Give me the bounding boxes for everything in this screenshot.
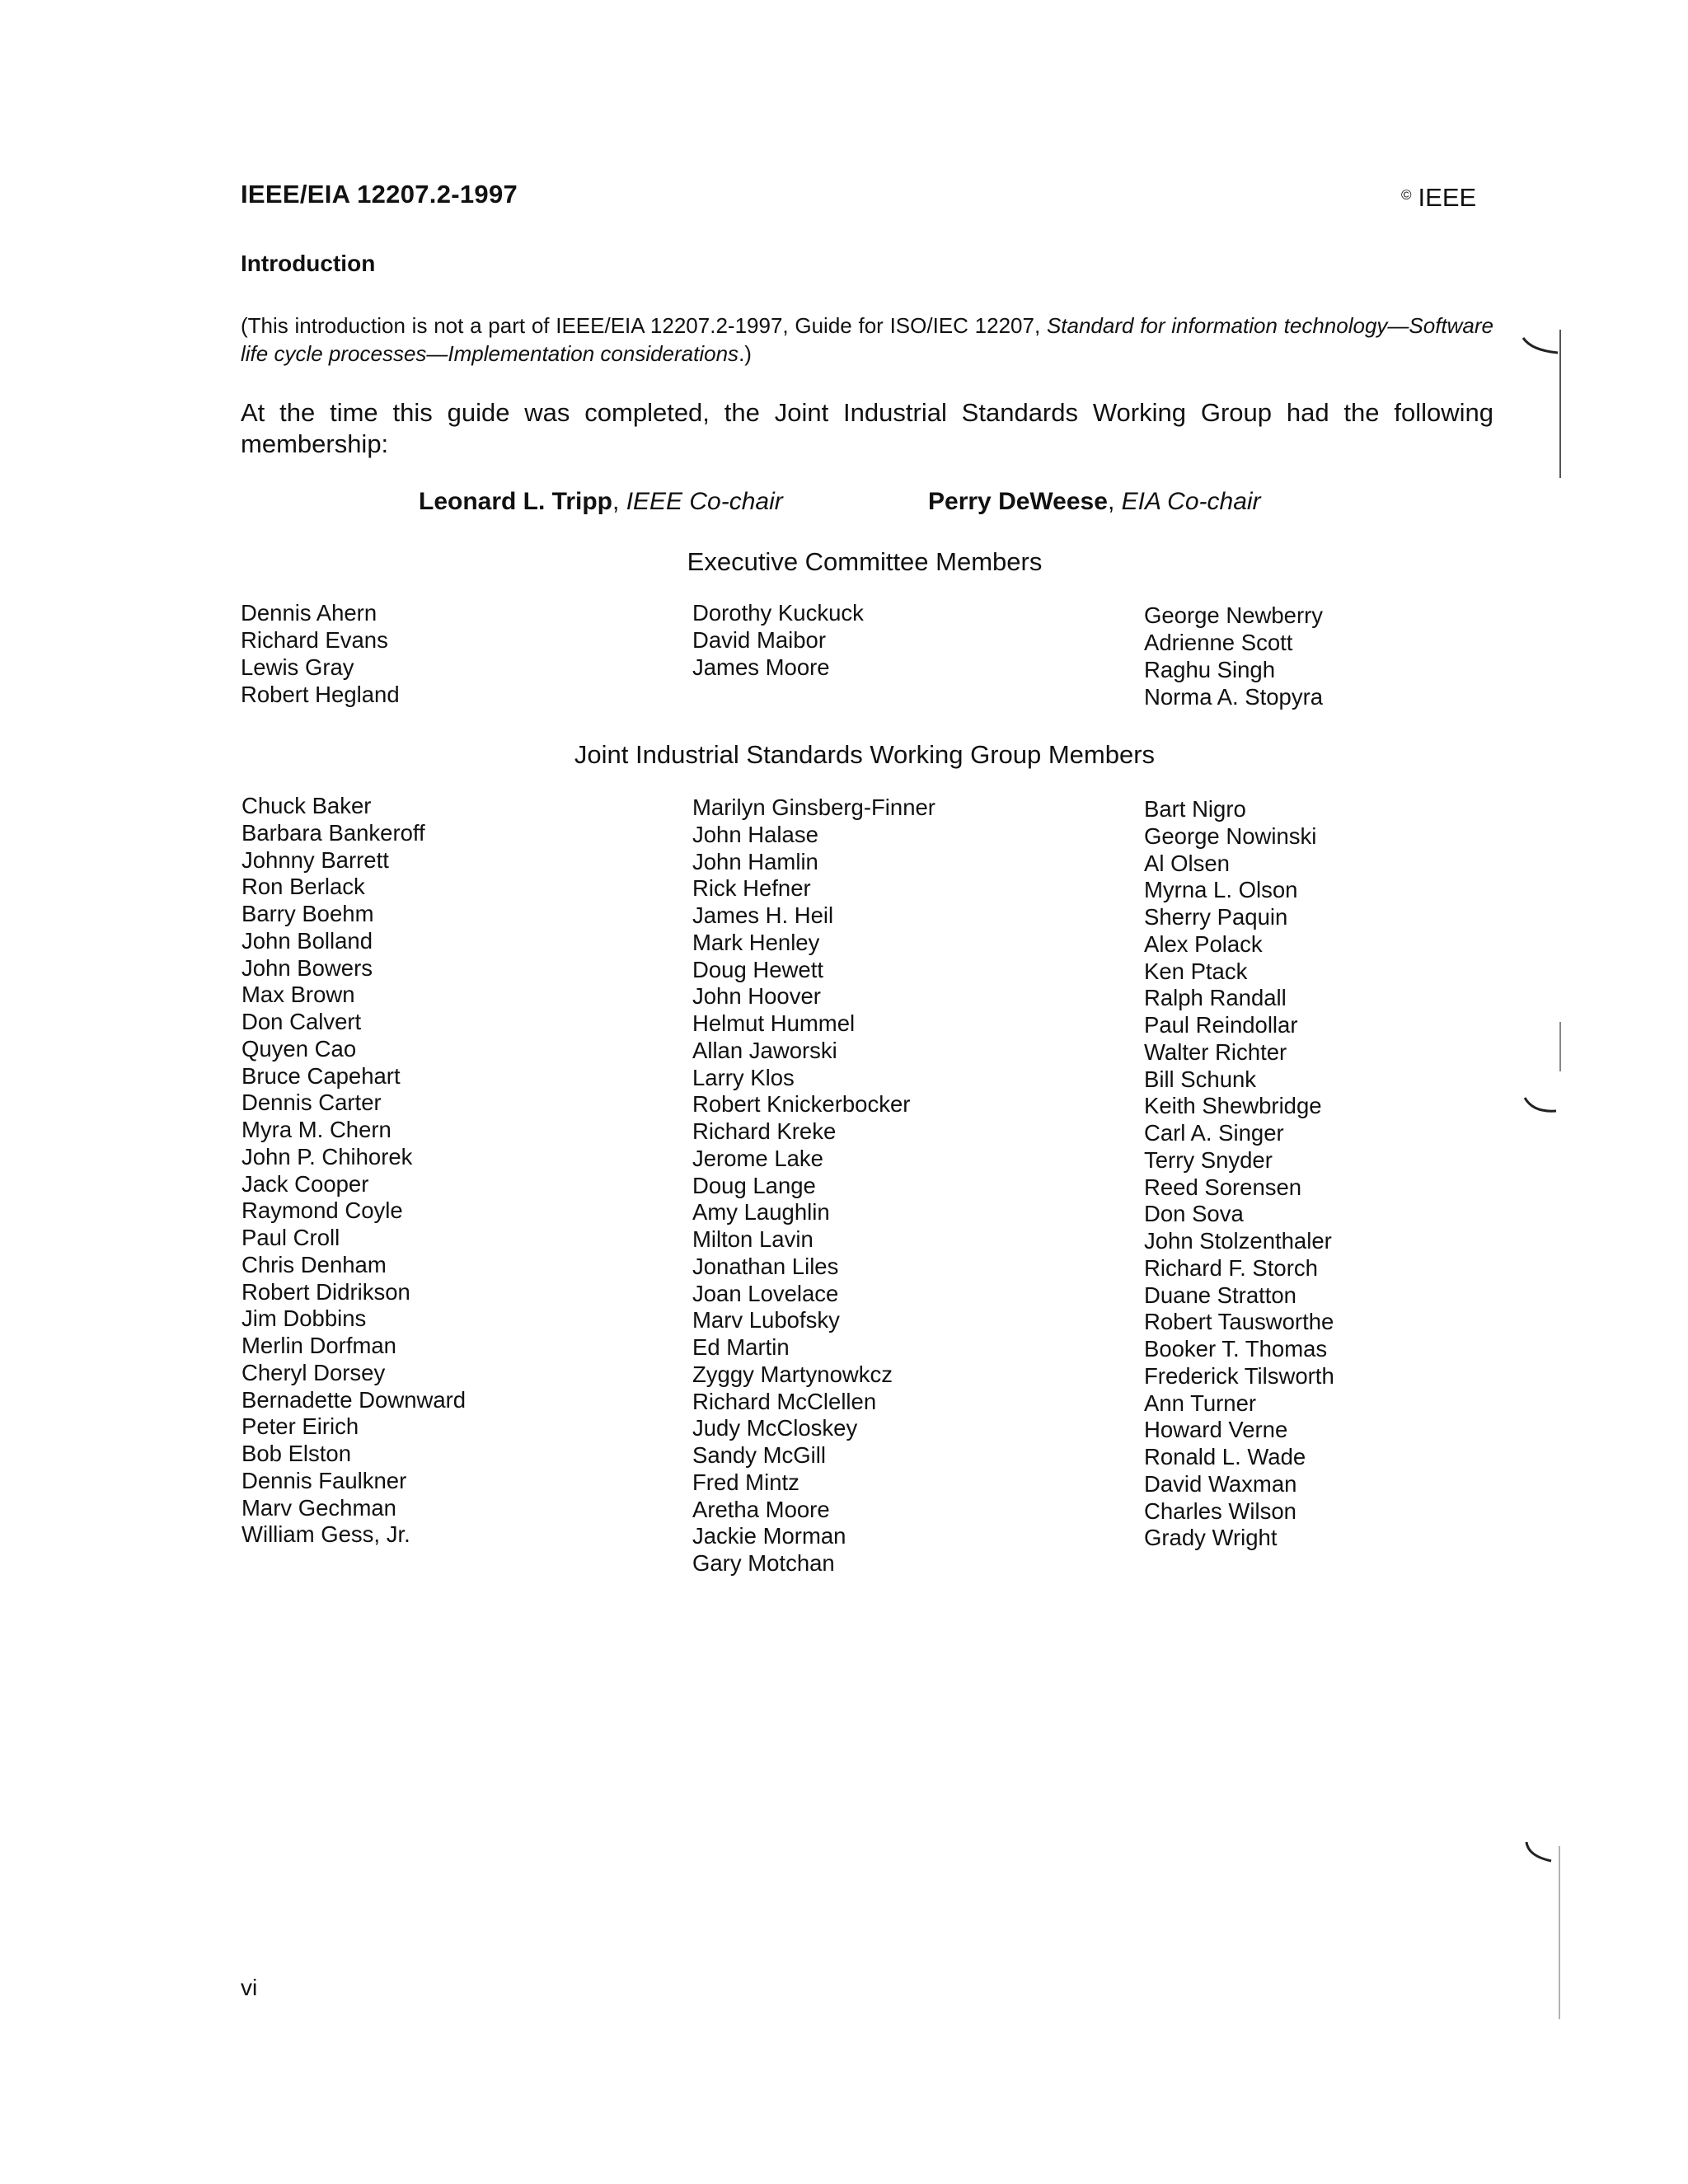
member-name: Ed Martin [692, 1334, 790, 1360]
member-name: Max Brown [241, 982, 355, 1008]
member-name: Ann Turner [1144, 1390, 1257, 1416]
member-name: Zyggy Martynowkcz [692, 1361, 893, 1387]
member-name: James Moore [692, 654, 830, 680]
member-name: Richard F. Storch [1144, 1254, 1318, 1281]
member-name: Peter Eirich [241, 1413, 359, 1440]
member-name: Jim Dobbins [241, 1305, 367, 1332]
member-name: Richard Kreke [692, 1118, 837, 1144]
member-name: Bob Elston [241, 1441, 352, 1466]
member-name: Doug Lange [692, 1172, 816, 1198]
executive-committee-column-1 [241, 600, 400, 709]
member-name: Walter Richter [1144, 1038, 1287, 1065]
member-name: Robert Knickerbocker [692, 1091, 911, 1118]
section-title: Introduction [241, 251, 376, 276]
member-name: Fred Mintz [692, 1469, 799, 1495]
member-name: James H. Heil [692, 902, 834, 928]
member-name: Don Sova [1144, 1201, 1244, 1227]
member-name: Bernadette Downward [241, 1386, 467, 1413]
member-name: John Hamlin [692, 848, 818, 874]
member-name: Grady Wright [1144, 1525, 1278, 1551]
member-name: Judy McCloskey [692, 1415, 858, 1441]
member-name: Allan Jaworski [692, 1037, 837, 1063]
page-number: vi [241, 1975, 258, 2000]
member-name: John Bowers [241, 954, 373, 981]
member-name: Bill Schunk [1144, 1066, 1257, 1092]
member-name: Helmut Hummel [692, 1010, 856, 1036]
member-name: John Halase [692, 821, 818, 847]
working-group-heading: Joint Industrial Standards Working Group Members [574, 740, 1156, 769]
member-name: Keith Shewbridge [1144, 1093, 1322, 1119]
executive-committee-column-2 [692, 600, 864, 682]
member-name: Dorothy Kuckuck [692, 600, 864, 626]
member-name: Raymond Coyle [241, 1197, 403, 1224]
member-name: Marv Lubofsky [692, 1307, 840, 1333]
member-name: Jerome Lake [692, 1145, 823, 1171]
member-name: Paul Reindollar [1144, 1012, 1298, 1038]
member-name: David Maibor [692, 626, 827, 653]
chair-separator: , [612, 488, 626, 515]
executive-committee-heading: Executive Committee Members [687, 547, 1043, 576]
member-name: Howard Verne [1144, 1417, 1288, 1443]
member-name: Richard Evans [241, 626, 388, 653]
chair-ieee [419, 488, 783, 516]
document-id: IEEE/EIA 12207.2-1997 [241, 180, 518, 209]
member-name: Sandy McGill [692, 1442, 826, 1468]
member-name: Aretha Moore [692, 1496, 830, 1522]
member-name: Johnny Barrett [241, 846, 389, 873]
executive-committee-column-3 [1144, 602, 1323, 711]
member-name: Paul Croll [241, 1225, 340, 1250]
member-name: Al Olsen [1144, 850, 1230, 876]
member-name: Jackie Morman [692, 1523, 846, 1549]
member-name: Merlin Dorfman [241, 1333, 396, 1358]
chair-role: IEEE Co-chair [626, 488, 783, 515]
chair-name: Leonard L. Tripp [419, 488, 613, 515]
member-name: Norma A. Stopyra [1144, 683, 1324, 710]
member-name: Ronald L. Wade [1144, 1444, 1306, 1469]
member-name: Marv Gechman [241, 1494, 396, 1521]
member-name: Ron Berlack [241, 874, 365, 900]
working-group-column-3 [1144, 796, 1334, 1552]
member-name: Jonathan Liles [692, 1253, 839, 1279]
working-group-column-1 [241, 793, 466, 1549]
member-name: Rick Hefner [692, 875, 811, 902]
member-name: Sherry Paquin [1144, 904, 1288, 930]
intro-note-prefix: (This introduction is not a part of IEEE/EIA 12207.2-1997, Guide for ISO/IEC 12207, [241, 313, 1047, 338]
copyright-notice [1401, 183, 1476, 213]
member-name: Gary Motchan [692, 1550, 835, 1576]
member-name: Richard McClellen [692, 1388, 877, 1414]
member-name: Cheryl Dorsey [241, 1359, 386, 1385]
member-name: Dennis Ahern [241, 600, 377, 626]
member-name: Doug Hewett [692, 956, 823, 982]
chair-separator: , [1107, 488, 1122, 515]
member-name: Amy Laughlin [692, 1199, 830, 1226]
member-name: David Waxman [1144, 1470, 1297, 1497]
member-name: Ralph Randall [1144, 985, 1287, 1011]
member-name: Mark Henley [692, 929, 820, 955]
member-name: John P. Chihorek [241, 1143, 413, 1169]
member-name: Reed Sorensen [1144, 1174, 1302, 1200]
member-name: Duane Stratton [1144, 1282, 1296, 1308]
member-name: Alex Polack [1144, 930, 1263, 957]
member-name: John Hoover [692, 983, 821, 1010]
member-name: Terry Snyder [1144, 1146, 1273, 1173]
introduction-note [241, 312, 1493, 368]
member-name: Don Calvert [241, 1009, 362, 1034]
member-name: Frederick Tilsworth [1144, 1362, 1334, 1389]
member-name: John Stolzenthaler [1144, 1228, 1332, 1254]
member-name: Myrna L. Olson [1144, 877, 1298, 903]
member-name: Robert Didrikson [241, 1278, 410, 1305]
member-name: Larry Klos [692, 1064, 795, 1090]
member-name: George Nowinski [1144, 823, 1317, 849]
member-name: Myra M. Chern [241, 1117, 392, 1142]
member-name: Robert Tausworthe [1144, 1309, 1334, 1335]
member-name: Ken Ptack [1144, 958, 1248, 984]
member-name: Bart Nigro [1144, 796, 1246, 822]
membership-paragraph: At the time this guide was completed, the Joint Industrial Standards Working Group had the following membership: [241, 398, 1493, 458]
member-name: Barbara Bankeroff [241, 819, 425, 846]
member-name: Joan Lovelace [692, 1280, 839, 1306]
chair-name: Perry DeWeese [928, 488, 1108, 515]
member-name: Charles Wilson [1144, 1497, 1296, 1524]
member-name: William Gess, Jr. [241, 1521, 410, 1548]
chair-eia [928, 488, 1261, 516]
member-name: John Bolland [241, 927, 373, 954]
member-name: Carl A. Singer [1144, 1120, 1284, 1146]
member-name: Quyen Cao [241, 1035, 357, 1062]
intro-note-standard-title: Standard for information technology—Software life cycle processes—Implementation considerations [241, 313, 1494, 366]
member-name: Jack Cooper [241, 1170, 369, 1197]
member-name: Dennis Faulkner [241, 1467, 407, 1493]
copyright-holder: IEEE [1418, 183, 1477, 212]
copyright-symbol: © [1401, 187, 1412, 203]
member-name: Bruce Capehart [241, 1062, 401, 1089]
member-name: Barry Boehm [241, 901, 374, 926]
member-name: Robert Hegland [241, 681, 400, 707]
chair-role: EIA Co-chair [1121, 488, 1261, 515]
member-name: Adrienne Scott [1144, 629, 1293, 655]
member-name: Milton Lavin [692, 1226, 814, 1252]
member-name: Booker T. Thomas [1144, 1336, 1328, 1361]
member-name: George Newberry [1144, 602, 1324, 628]
member-name: Chris Denham [241, 1251, 387, 1277]
intro-note-suffix: .) [738, 341, 752, 366]
member-name: Dennis Carter [241, 1090, 382, 1116]
binder-edge-marks [1517, 115, 1582, 2027]
member-name: Raghu Singh [1144, 656, 1276, 682]
member-name: Marilyn Ginsberg-Finner [692, 794, 935, 820]
member-name: Chuck Baker [241, 793, 372, 818]
working-group-column-2 [692, 794, 935, 1577]
member-name: Lewis Gray [241, 654, 354, 680]
